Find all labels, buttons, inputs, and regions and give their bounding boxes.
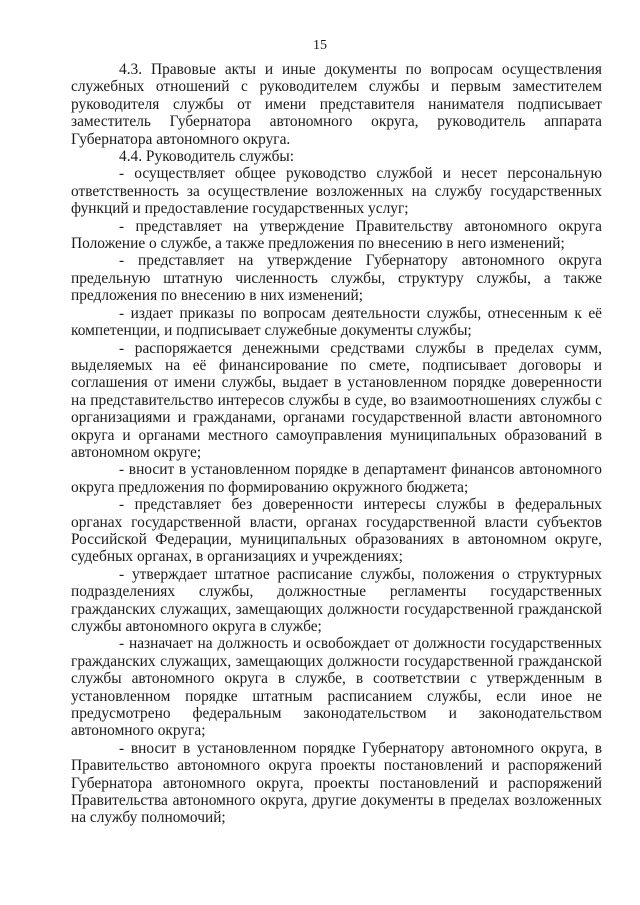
page-number: 15: [313, 38, 327, 53]
list-item-funds: - распоряжается денежными средствами службы в пределах сумм, выделяемых на её финансирование по смете, подписывает договоры и соглашения от имени службы, выдает в установленном порядке доверенности на представительство интересов службы в суде, во взаимоотношениях службы с организациями и гражданами, органами государственной власти автономного округа и органами местного самоуправления муниципальных образований в автономном округе;: [71, 339, 602, 461]
list-item-staffing-approval: - утверждает штатное расписание службы, положения о структурных подразделениях службы, должностные регламенты государственных гражданских служащих, замещающих должности государственной гражданской службы автономного округа в службе;: [71, 565, 602, 635]
list-item-staff-structure: - представляет на утверждение Губернатору автономного округа предельную штатную численность службы, структуру службы, а также предложения по внесению в них изменений;: [71, 252, 602, 305]
list-item-appointments: - назначает на должность и освобождает от должности государственных гражданских служащих, замещающих должности государственной гражданской службы автономного округа в службе, в соответствии с утвержденным в установленном порядке штатным расписанием службы, если иное не предусмотрено федеральным законодательством и законодательством автономного округа;: [71, 635, 602, 740]
list-item-draft-resolutions: - вносит в установленном порядке Губернатору автономного округа, в Правительство автономного округа проекты постановлений и распоряжений Губернатора автономного округа, проекты постановлений и распоряжений Правительства автономного округа, другие документы в пределах возложенных на службу полномочий;: [71, 739, 602, 827]
list-item-representation: - представляет без доверенности интересы службы в федеральных органах государственной власти, органах государственной власти субъектов Российской Федерации, муниципальных образованиях в автономном округе, судебных органах, в организациях и учреждениях;: [71, 496, 602, 566]
paragraph-4-3: 4.3. Правовые акты и иные документы по вопросам осуществления служебных отношений с руководителем службы и первым заместителем руководителя службы от имени представителя нанимателя подписывает заместитель Губернатора автономного округа, руководитель аппарата Губернатора автономного округа.: [71, 61, 602, 148]
list-item-orders: - издает приказы по вопросам деятельности службы, отнесенным к её компетенции, и подписывает служебные документы службы;: [71, 304, 602, 340]
list-item-budget-proposals: - вносит в установленном порядке в департамент финансов автономного округа предложения по формированию окружного бюджета;: [71, 461, 602, 496]
paragraph-4-4-heading: 4.4. Руководитель службы:: [119, 148, 295, 166]
list-item-general-management: - осуществляет общее руководство службой и несет персональную ответственность за осуществление возложенных на службу государственных функций и предоставление государственных услуг;: [71, 165, 602, 218]
list-item-regulation-submission: - представляет на утверждение Правительству автономного округа Положение о службе, а также предложения по внесению в него изменений;: [71, 217, 602, 253]
document-body: [71, 61, 602, 827]
